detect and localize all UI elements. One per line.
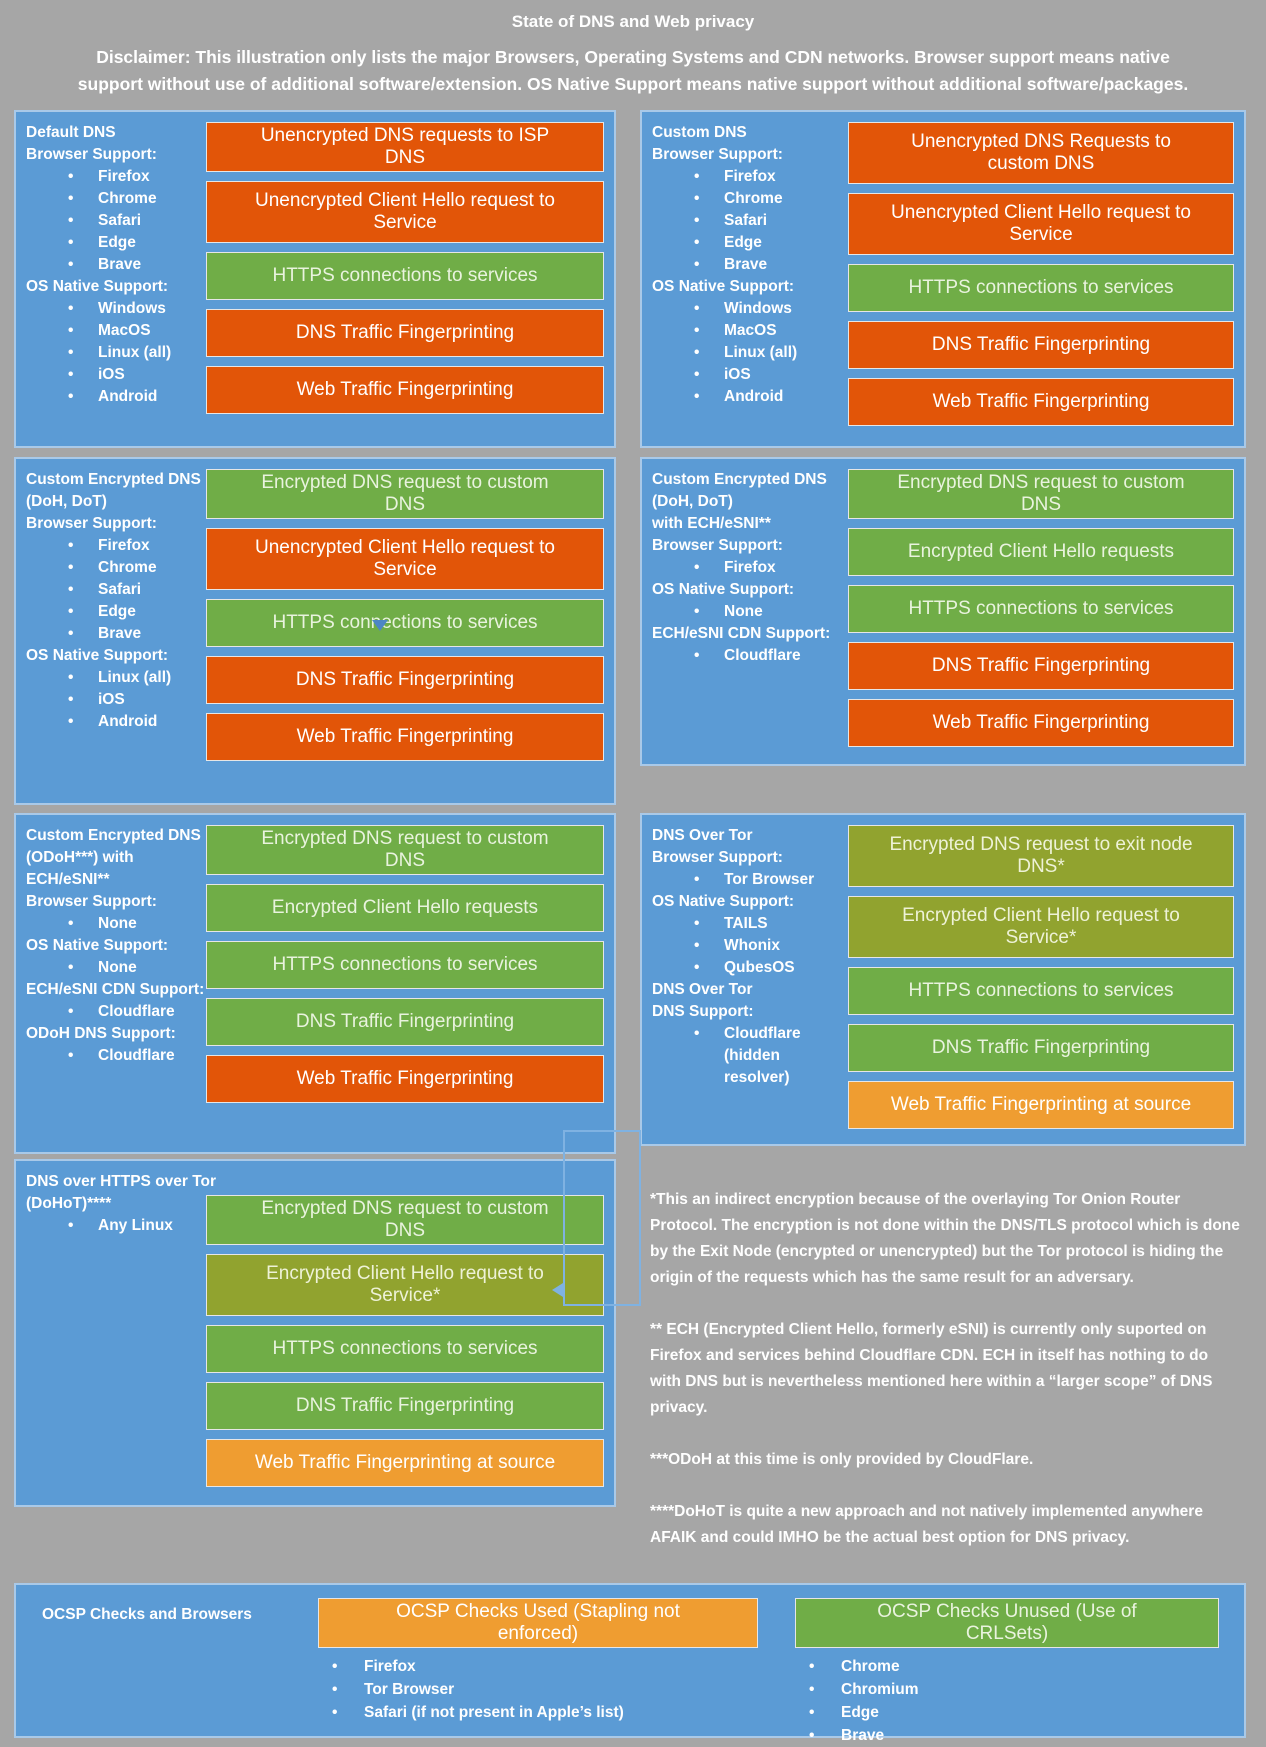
status-bar-label: DNS Traffic Fingerprinting <box>931 655 1151 676</box>
bullet-label: Safari <box>724 212 768 229</box>
bullet-item <box>694 210 840 232</box>
row-1 <box>14 110 1246 448</box>
bullet-label: iOS <box>98 691 125 708</box>
bullet-label: Brave <box>724 256 768 273</box>
status-bar-label: DNS Traffic Fingerprinting <box>295 1011 515 1032</box>
bullet-item <box>694 232 840 254</box>
row-3 <box>14 813 1246 1154</box>
bullet-icon: • <box>68 603 74 620</box>
status-bar-label: Encrypted DNS request to exit node DNS* <box>889 834 1193 877</box>
panel-heading: ECH/eSNI CDN Support: <box>652 625 831 642</box>
bullet-icon: • <box>68 669 74 686</box>
status-bar-label: Unencrypted DNS requests to ISP DNS <box>260 125 550 168</box>
panel-ocsp <box>14 1583 1246 1744</box>
bullet-label: Chrome <box>98 559 157 576</box>
bullet-item <box>68 1001 198 1023</box>
status-bar-green <box>848 264 1234 312</box>
status-bar-green <box>848 528 1234 576</box>
bullet-icon: • <box>68 388 74 405</box>
page-title: State of DNS and Web privacy <box>511 12 755 31</box>
status-bar-green <box>206 825 604 875</box>
bullet-icon: • <box>68 256 74 273</box>
status-bar-orange <box>206 713 604 761</box>
footnote-ech: ** ECH (Encrypted Client Hello, formerly eSNI) is currently only suported on Firefox and services behind Cloudflare CDN. ECH in itself has nothing to do with DNS but is nevertheless mentioned here within a “larger scope” of DNS privacy. <box>650 1321 1213 1416</box>
bullet-label: Edge <box>724 234 762 251</box>
panel-dns-over-https-over-tor <box>14 1159 616 1507</box>
bullet-label: None <box>98 915 137 932</box>
bullet-item <box>68 689 198 711</box>
bullet-item <box>694 645 840 667</box>
bullet-item <box>809 1724 1219 1747</box>
bullet-label: Chromium <box>841 1681 919 1698</box>
bullet-label: None <box>724 603 763 620</box>
status-bar-green <box>848 585 1234 633</box>
status-bar-label: HTTPS connections to services <box>272 612 538 633</box>
panel-heading: with ECH/eSNI** <box>652 515 771 532</box>
bullet-label: Safari <box>98 581 142 598</box>
ocsp-heading: OCSP Checks and Browsers <box>42 1606 252 1623</box>
page-header <box>0 0 1266 98</box>
bullet-label: Android <box>98 713 158 730</box>
panel-heading: OS Native Support: <box>26 278 169 295</box>
bullet-icon: • <box>694 212 700 229</box>
status-bar-label: OCSP Checks Unused (Use of CRLSets) <box>877 1601 1137 1644</box>
callout-arrow-artifact <box>552 1283 563 1297</box>
status-bar-label: Web Traffic Fingerprinting <box>296 726 514 747</box>
panel-heading: OS Native Support: <box>652 581 795 598</box>
bullet-label: Tor Browser <box>364 1681 455 1698</box>
bullet-icon: • <box>694 168 700 185</box>
panel-heading: Browser Support: <box>26 146 157 163</box>
panel-sidebar <box>652 120 840 438</box>
status-bar-label: Web Traffic Fingerprinting <box>932 391 1150 412</box>
bullet-label: Firefox <box>724 559 776 576</box>
bullet-label: Brave <box>98 625 142 642</box>
bullet-icon: • <box>68 691 74 708</box>
bullet-label: Brave <box>98 256 142 273</box>
panel-custom-dns <box>640 110 1246 448</box>
bullet-label: Android <box>724 388 784 405</box>
bullet-icon: • <box>68 625 74 642</box>
panel-custom-encrypted-dns-doh-dot <box>14 457 616 805</box>
bullet-label: Android <box>98 388 158 405</box>
bullet-icon: • <box>68 959 74 976</box>
bullet-icon: • <box>68 537 74 554</box>
status-bar-orange <box>206 656 604 704</box>
status-bar-label: DNS Traffic Fingerprinting <box>295 669 515 690</box>
status-bar-orange <box>206 366 604 414</box>
ocsp-used-column <box>318 1598 758 1723</box>
status-bar-label: Web Traffic Fingerprinting <box>296 1068 514 1089</box>
bullet-icon: • <box>694 344 700 361</box>
status-bar-amber <box>848 1081 1234 1129</box>
bullet-label: Chrome <box>841 1658 900 1675</box>
panel-heading: Browser Support: <box>652 537 783 554</box>
bullet-label: Firefox <box>98 168 150 185</box>
panel-heading: DNS Support: <box>652 1003 754 1020</box>
bullet-item <box>68 210 198 232</box>
bullet-icon: • <box>332 1681 338 1698</box>
cursor-artifact <box>372 620 388 631</box>
bullet-item <box>68 188 198 210</box>
status-bar-green <box>848 967 1234 1015</box>
bullet-item <box>694 557 840 579</box>
bullet-label: Cloudflare <box>98 1047 175 1064</box>
bullet-item <box>809 1701 1219 1724</box>
status-bar-label: Web Traffic Fingerprinting at source <box>254 1452 556 1473</box>
panel-heading: (DoHoT)**** <box>26 1195 112 1212</box>
status-bar-green <box>206 1382 604 1430</box>
status-bar-green <box>206 469 604 519</box>
bullet-item <box>332 1701 758 1724</box>
footnote-tor-encryption: *This an indirect encryption because of the overlaying Tor Onion Router Protocol. The encryption is not done within the DNS/TLS protocol which is done by the Exit Node (encrypted or unencrypted) but the Tor protocol is hiding the origin of the requests which has the same result for an adversary. <box>650 1191 1240 1286</box>
status-bar-label: Encrypted DNS request to custom DNS <box>261 472 549 515</box>
panel-heading: OS Native Support: <box>26 937 169 954</box>
panel-bars <box>848 467 1234 756</box>
bullet-item <box>68 557 198 579</box>
bullet-item <box>694 254 840 276</box>
bullet-item <box>68 1215 198 1237</box>
bullet-label: Firefox <box>364 1658 416 1675</box>
status-bar-amber <box>206 1439 604 1487</box>
bullet-icon: • <box>694 190 700 207</box>
panel-sidebar <box>652 467 840 756</box>
bullet-label: Edge <box>841 1704 879 1721</box>
status-bar-label: Encrypted DNS request to custom DNS <box>897 472 1185 515</box>
panel-heading: (DoH, DoT) <box>26 493 107 510</box>
bullet-item <box>68 364 198 386</box>
bullet-item <box>694 166 840 188</box>
status-bar-label: HTTPS connections to services <box>908 277 1174 298</box>
status-bar-label: Unencrypted Client Hello request to Service <box>891 202 1191 245</box>
callout-box-artifact <box>563 1130 641 1306</box>
footnote-odoh: ***ODoH at this time is only provided by CloudFlare. <box>650 1451 1034 1468</box>
ocsp-used-browser-list <box>318 1655 758 1724</box>
bullet-icon: • <box>68 1047 74 1064</box>
panel-custom-encrypted-dns-ech-esni <box>640 457 1246 766</box>
bullet-icon: • <box>68 559 74 576</box>
status-bar-orange <box>848 699 1234 747</box>
bullet-item <box>694 601 840 623</box>
row-2 <box>14 457 1246 805</box>
status-bar-label: HTTPS connections to services <box>908 980 1174 1001</box>
status-bar-label: DNS Traffic Fingerprinting <box>295 1395 515 1416</box>
bullet-label: Linux (all) <box>98 344 172 361</box>
bullet-item <box>332 1655 758 1678</box>
bullet-label: iOS <box>98 366 125 383</box>
bullet-icon: • <box>332 1658 338 1675</box>
bullet-label: Cloudflare <box>724 1025 801 1042</box>
status-bar-amber <box>318 1598 758 1648</box>
bullet-icon: • <box>809 1658 815 1675</box>
bullet-item <box>694 188 840 210</box>
bullet-item <box>694 869 840 891</box>
panel-default-dns <box>14 110 616 448</box>
bullet-item <box>809 1678 1219 1701</box>
bullet-icon: • <box>694 937 700 954</box>
bullet-label: Edge <box>98 234 136 251</box>
panel-heading: (ODoH***) with <box>26 849 134 866</box>
status-bar-orange <box>206 181 604 243</box>
panel-heading: OS Native Support: <box>26 647 169 664</box>
bullet-icon: • <box>694 559 700 576</box>
panel-custom-encrypted-dns-odoh <box>14 813 616 1154</box>
bullet-label: MacOS <box>98 322 151 339</box>
bullet-icon: • <box>694 1025 700 1042</box>
bullet-icon: • <box>68 234 74 251</box>
status-bar-label: Unencrypted DNS Requests to custom DNS <box>911 131 1171 174</box>
bullet-continuation: (hidden resolver) <box>724 1047 790 1086</box>
status-bar-label: Encrypted Client Hello requests <box>907 541 1175 562</box>
status-bar-green <box>206 1195 604 1245</box>
bullet-label: Linux (all) <box>98 669 172 686</box>
panel-heading: DNS Over Tor <box>652 981 753 998</box>
status-bar-label: DNS Traffic Fingerprinting <box>931 334 1151 355</box>
panel-heading: Browser Support: <box>26 515 157 532</box>
bullet-item <box>332 1678 758 1701</box>
bullet-icon: • <box>694 647 700 664</box>
bullet-icon: • <box>68 1217 74 1234</box>
bullet-icon: • <box>809 1681 815 1698</box>
status-bar-orange <box>848 642 1234 690</box>
bullet-label: Firefox <box>724 168 776 185</box>
bullet-icon: • <box>809 1704 815 1721</box>
status-bar-orange <box>206 528 604 590</box>
bullet-label: Linux (all) <box>724 344 798 361</box>
bullet-item <box>694 364 840 386</box>
status-bar-label: Web Traffic Fingerprinting <box>296 379 514 400</box>
bullet-icon: • <box>694 366 700 383</box>
status-bar-green <box>848 469 1234 519</box>
status-bar-label: Web Traffic Fingerprinting at source <box>890 1094 1192 1115</box>
bullet-icon: • <box>694 388 700 405</box>
bullet-icon: • <box>68 366 74 383</box>
bullet-item <box>68 601 198 623</box>
panel-heading: (DoH, DoT) <box>652 493 733 510</box>
bullet-icon: • <box>694 256 700 273</box>
panel-sidebar <box>26 1169 217 1497</box>
bullet-label: Windows <box>724 300 792 317</box>
bullet-icon: • <box>68 581 74 598</box>
status-bar-label: Unencrypted Client Hello request to Service <box>255 537 555 580</box>
status-bar-olive <box>848 896 1234 958</box>
status-bar-orange <box>848 122 1234 184</box>
bullet-icon: • <box>68 212 74 229</box>
bullet-icon: • <box>68 915 74 932</box>
panel-bars <box>848 120 1234 438</box>
status-bar-label: Encrypted Client Hello request to Service* <box>902 905 1180 948</box>
bullet-icon: • <box>694 959 700 976</box>
status-bar-orange <box>848 321 1234 369</box>
status-bar-label: Encrypted Client Hello request to Service* <box>266 1263 544 1306</box>
bullet-icon: • <box>694 300 700 317</box>
status-bar-orange <box>206 122 604 172</box>
status-bar-green <box>206 599 604 647</box>
status-bar-green <box>206 941 604 989</box>
bullet-icon: • <box>68 344 74 361</box>
panel-bars <box>206 467 604 795</box>
bullet-label: Whonix <box>724 937 780 954</box>
bullet-icon: • <box>68 713 74 730</box>
status-bar-label: HTTPS connections to services <box>908 598 1174 619</box>
bullet-item <box>694 935 840 957</box>
bullet-label: QubesOS <box>724 959 795 976</box>
panel-heading: Browser Support: <box>26 893 157 910</box>
bullet-item <box>694 386 840 408</box>
bullet-label: Safari (if not present in Apple’s list) <box>364 1704 624 1721</box>
bullet-item <box>68 579 198 601</box>
bullet-icon: • <box>694 234 700 251</box>
bullet-icon: • <box>809 1727 815 1744</box>
bullet-label: None <box>98 959 137 976</box>
status-bar-olive <box>206 1254 604 1316</box>
status-bar-green <box>848 1024 1234 1072</box>
bullet-icon: • <box>68 322 74 339</box>
panel-heading: Custom DNS <box>652 124 747 141</box>
panel-heading: DNS Over Tor <box>652 827 753 844</box>
bullet-label: TAILS <box>724 915 768 932</box>
bullet-label: Cloudflare <box>98 1003 175 1020</box>
panel-heading: Browser Support: <box>652 146 783 163</box>
status-bar-label: Encrypted DNS request to custom DNS <box>261 1198 549 1241</box>
panel-bars <box>206 1169 604 1497</box>
bullet-icon: • <box>694 322 700 339</box>
bullet-icon: • <box>694 871 700 888</box>
status-bar-label: Encrypted DNS request to custom DNS <box>261 828 549 871</box>
bullet-label: Cloudflare <box>724 647 801 664</box>
panel-sidebar <box>652 823 840 1136</box>
status-bar-label: OCSP Checks Used (Stapling not enforced) <box>396 1601 680 1644</box>
bullet-item <box>68 320 198 342</box>
footnote-dohot: ****DoHoT is quite a new approach and not natively implemented anywhere AFAIK and could IMHO be the actual best option for DNS privacy. <box>650 1503 1203 1546</box>
bullet-label: MacOS <box>724 322 777 339</box>
panel-dns-over-tor <box>640 813 1246 1146</box>
status-bar-label: HTTPS connections to services <box>272 1338 538 1359</box>
bullet-label: Safari <box>98 212 142 229</box>
panel-sidebar <box>26 120 198 438</box>
status-bar-green <box>206 884 604 932</box>
status-bar-green <box>795 1598 1219 1648</box>
ocsp-unused-browser-list <box>795 1655 1219 1747</box>
bullet-item <box>68 667 198 689</box>
status-bar-orange <box>848 193 1234 255</box>
bullet-item <box>694 342 840 364</box>
bullet-icon: • <box>68 300 74 317</box>
status-bar-label: DNS Traffic Fingerprinting <box>931 1037 1151 1058</box>
bullet-item <box>68 386 198 408</box>
bullet-icon: • <box>332 1704 338 1721</box>
bullet-label: Edge <box>98 603 136 620</box>
bullet-icon: • <box>68 168 74 185</box>
ocsp-unused-column <box>795 1598 1219 1744</box>
bullet-item <box>68 623 198 645</box>
bullet-item <box>809 1655 1219 1678</box>
status-bar-label: Encrypted Client Hello requests <box>271 897 539 918</box>
panel-heading: DNS over HTTPS over Tor <box>26 1173 217 1190</box>
status-bar-label: Unencrypted Client Hello request to Service <box>255 190 555 233</box>
bullet-item <box>694 957 840 979</box>
bullet-item <box>68 232 198 254</box>
status-bar-green <box>206 998 604 1046</box>
bullet-item <box>68 1045 198 1067</box>
bullet-item <box>694 1023 840 1045</box>
panel-grid <box>14 110 1246 1744</box>
panel-sidebar <box>26 467 201 795</box>
bullet-item <box>694 913 840 935</box>
bullet-icon: • <box>68 190 74 207</box>
panel-heading: ECH/eSNI CDN Support: <box>26 981 205 998</box>
bullet-label: Windows <box>98 300 166 317</box>
panel-heading: Browser Support: <box>652 849 783 866</box>
panel-heading: ECH/eSNI** <box>26 871 110 888</box>
panel-heading: OS Native Support: <box>652 278 795 295</box>
bullet-item <box>68 957 198 979</box>
panel-bars <box>848 823 1234 1136</box>
status-bar-label: HTTPS connections to services <box>272 954 538 975</box>
bullet-item <box>68 298 198 320</box>
bullet-item <box>694 320 840 342</box>
bullet-item <box>68 254 198 276</box>
bullet-icon: • <box>694 915 700 932</box>
panel-sidebar <box>26 823 205 1144</box>
disclaimer-text: Disclaimer: This illustration only lists the major Browsers, Operating Systems and CDN networks. Browser support means native support without use of additional software/extension. OS Native Support means native support without additional software/packages. <box>77 47 1189 94</box>
bullet-label: Brave <box>841 1727 885 1744</box>
status-bar-label: HTTPS connections to services <box>272 265 538 286</box>
status-bar-olive <box>848 825 1234 887</box>
panel-heading: Custom Encrypted DNS <box>26 471 201 488</box>
panel-bars <box>206 120 604 438</box>
bullet-label: Tor Browser <box>724 871 815 888</box>
bullet-label: Any Linux <box>98 1217 173 1234</box>
bullet-label: Chrome <box>98 190 157 207</box>
bullet-icon: • <box>68 1003 74 1020</box>
panel-bars <box>206 823 604 1144</box>
bullet-item <box>68 166 198 188</box>
bullet-item <box>68 913 198 935</box>
status-bar-orange <box>848 378 1234 426</box>
footnotes <box>640 1159 1242 1577</box>
panel-heading: Default DNS <box>26 124 116 141</box>
bullet-label: Chrome <box>724 190 783 207</box>
panel-heading: Custom Encrypted DNS <box>652 471 827 488</box>
bullet-item <box>68 711 198 733</box>
status-bar-label: DNS Traffic Fingerprinting <box>295 322 515 343</box>
panel-heading: ODoH DNS Support: <box>26 1025 176 1042</box>
status-bar-green <box>206 252 604 300</box>
status-bar-orange <box>206 309 604 357</box>
bullet-label: Firefox <box>98 537 150 554</box>
bullet-item <box>68 342 198 364</box>
bullet-label: iOS <box>724 366 751 383</box>
status-bar-green <box>206 1325 604 1373</box>
bullet-item <box>68 535 198 557</box>
status-bar-label: Web Traffic Fingerprinting <box>932 712 1150 733</box>
panel-heading: OS Native Support: <box>652 893 795 910</box>
bullet-icon: • <box>694 603 700 620</box>
bullet-item <box>694 298 840 320</box>
status-bar-orange <box>206 1055 604 1103</box>
panel-heading: Custom Encrypted DNS <box>26 827 201 844</box>
